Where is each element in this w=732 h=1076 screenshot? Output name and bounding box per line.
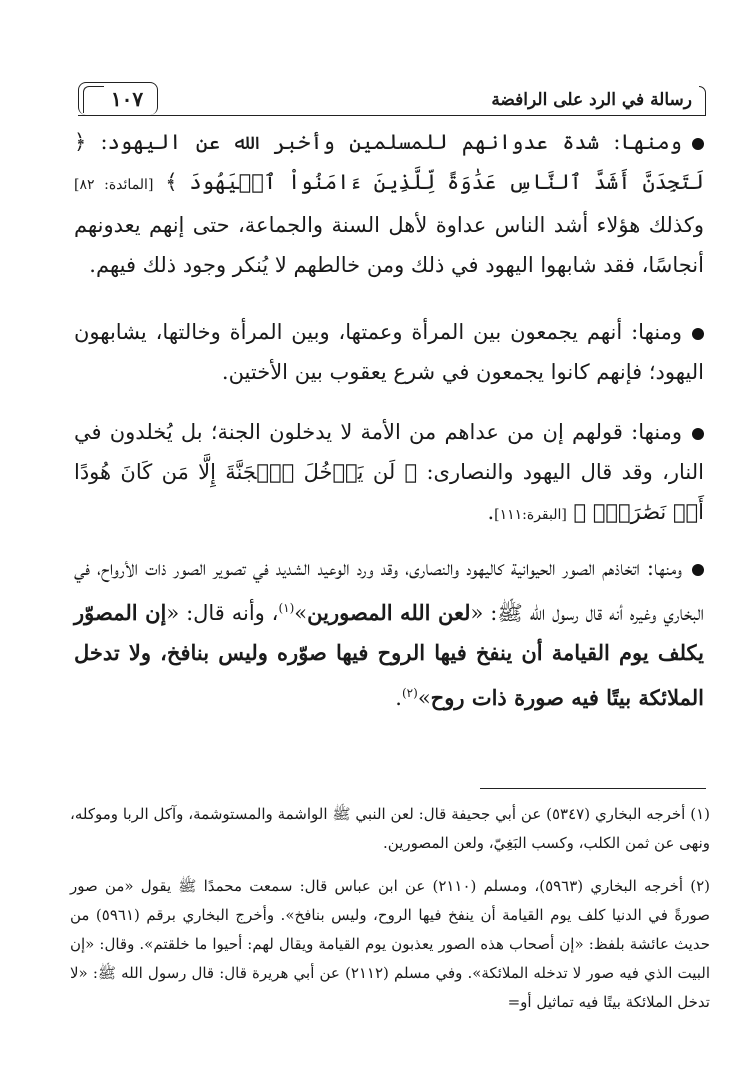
header-rule <box>78 115 706 116</box>
verse-reference: [المائدة: ٨٢] <box>74 177 154 193</box>
bullet-icon <box>692 328 704 340</box>
footnote-text: (١) أخرجه البخاري (٥٣٤٧) عن أبي جحيفة قال: لعن النبي ﷺ الواشمة والمستوشمة، وآكل الربا وموكله، ونهى عن ثمن الكلب، وكسب البَغِيّ، ولعن المصورين. <box>70 805 710 852</box>
p4-mid: » <box>294 601 308 625</box>
quran-verse: ﴿ لَتَجِدَنَّ أَشَدَّ ٱلنَّاسِ عَدَٰوَةً لِّلَّذِينَ ءَامَنُواْ ٱلۡيَهُودَ ﴾ <box>74 130 704 194</box>
p1-rest: وكذلك هؤلاء أشد الناس عداوة لأهل السنة والجماعة، حتى إنهم يعدونهم أنجاسًا، فقد شابهوا اليهود في ذلك ومن خالطهم لا يُنكر وجود ذلك فيهم. <box>74 213 704 277</box>
footnote-marker: (٢) <box>401 686 418 700</box>
hadith-quote: إن المصوّر يكلف يوم القيامة أن ينفخ فيها الروح فيها صوّره وليس بنافخ، ولا تدخل الملائكة بيتًا فيه صورة ذات روح <box>74 600 704 710</box>
bullet-icon <box>692 564 704 576</box>
page-number: ١٠٧ <box>110 87 144 111</box>
page-number-box <box>78 82 158 115</box>
paragraph-paradise <box>74 412 704 535</box>
footnote-2 <box>70 872 710 1017</box>
p3-end: . <box>487 500 495 524</box>
bullet-icon <box>692 428 704 440</box>
p4-mid2: ، وأنه قال: « <box>166 601 279 625</box>
p4-end2: . <box>395 686 402 710</box>
paragraph-enmity <box>74 122 704 285</box>
p4-end1: » <box>417 686 431 710</box>
p2-text: ومنها: أنهم يجمعون بين المرأة وعمتها، وبين المرأة وخالتها، يشابهون اليهود؛ فإنهم كانوا يجمعون في شرع يعقوب بين الأختين. <box>74 320 704 384</box>
header-right-cap <box>699 86 706 116</box>
footnote-marker: (١) <box>278 601 295 615</box>
running-title: رسالة في الرد على الرافضة <box>491 90 692 110</box>
paragraph-marriage <box>74 312 704 392</box>
quran-verse: ﴿ لَن يَدۡخُلَ ٱلۡجَنَّةَ إِلَّا مَن كَانَ هُودًا أَوۡ نَصَٰرَىٰۗ ﴾ <box>74 460 704 524</box>
verse-reference: [البقرة:١١١] <box>494 507 567 523</box>
footnote-text: (٢) أخرجه البخاري (٥٩٦٣)، ومسلم (٢١١٠) عن ابن عباس قال: سمعت محمدًا ﷺ يقول «من صور صورةً في الدنيا كلف يوم القيامة أن ينفخ فيها الروح، وليس بنافخ». وأخرج البخاري برقم (٥٩٦١) من حديث عائشة بلفظ: «إن أصحاب هذه الصور يعذبون يوم القيامة ويقال لهم: أحيوا ما خلقتم». وقال: «إن البيت الذي فيه صور لا تدخله الملائكة». وفي مسلم (٢١١٢) عن أبي هريرة قال: قال رسول الله ﷺ: «لا تدخل الملائكة بيتًا فيه تماثيل أو= <box>70 877 711 1011</box>
footnote-1 <box>70 800 710 858</box>
footnote-separator <box>480 788 706 789</box>
p1-lead: ومنها: شدة عدوانهم للمسلمين وأخبر الله عن اليهود: <box>86 130 682 154</box>
page-box-inner <box>83 86 104 113</box>
p3-lead: ومنها: قولهم إن من عداهم من الأمة لا يدخلون الجنة؛ بل يُخلدون في النار، وقد قال اليهود والنصارى: <box>74 420 705 484</box>
page-header <box>78 80 706 116</box>
p4-lead: ومنها: اتخاذهم الصور الحيوانية كاليهود والنصارى، وقد ورد الوعيد الشديد في تصوير الصور ذات الأرواح، في البخاري وغيره أنه قال رسول الله ﷺ: « <box>74 556 704 625</box>
hadith-quote: لعن الله المصورين <box>307 600 471 625</box>
bullet-icon <box>692 138 704 150</box>
paragraph-images <box>74 548 704 718</box>
